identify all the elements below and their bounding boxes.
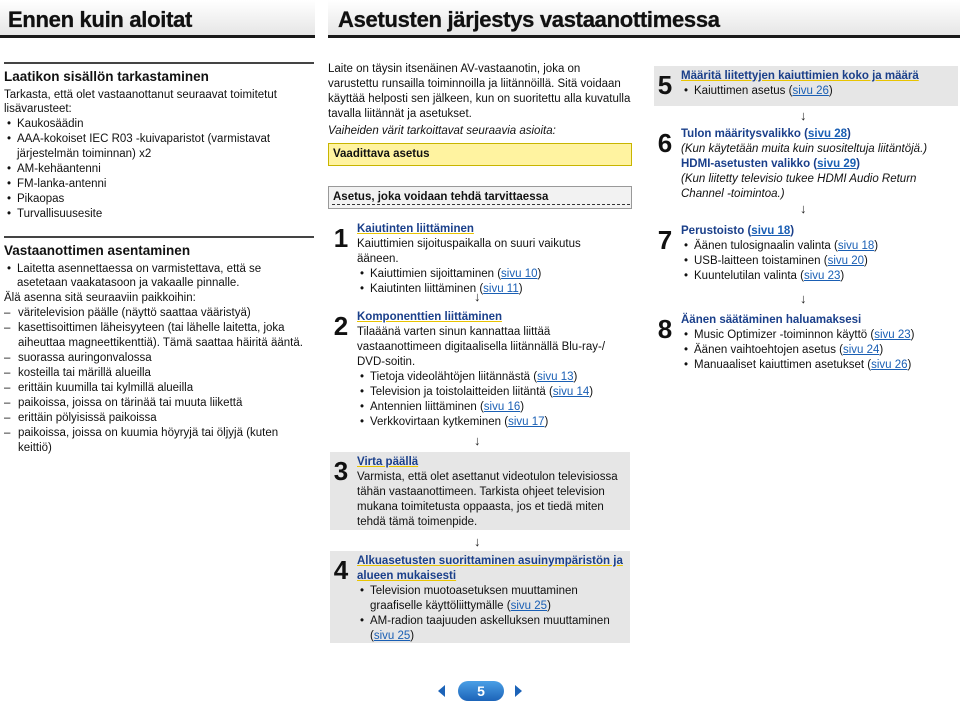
contents-list [4, 117, 314, 222]
step-number: 4 [333, 555, 349, 585]
list-item: • Kaukosäädin [4, 117, 314, 132]
step-title: Kaiutinten liittäminen [357, 223, 474, 235]
step-number: 8 [657, 314, 673, 344]
install-title: Vastaanottimen asentaminen [4, 236, 314, 260]
page-link[interactable]: sivu 24 [842, 343, 880, 356]
step-3 [330, 452, 630, 530]
step-7 [654, 221, 958, 287]
page-link[interactable]: sivu 18 [837, 239, 875, 252]
list-item: – erittäin pölyisissä paikoissa [4, 411, 314, 426]
step-text: Tilaäänä varten sinun kannattaa liittää vastaanottimeen digitaalisella liitännällä Blu-ray-/ DVD-soitin. [357, 325, 606, 368]
arrow-down-icon: ↓ [474, 534, 481, 549]
page-link[interactable]: sivu 16 [483, 400, 521, 413]
next-page-icon[interactable] [514, 684, 524, 698]
step-title: Alkuasetusten suorittaminen asuinympäristön ja alueen mukaisesti [357, 555, 623, 582]
list-item: • Kaiuttimen asetus (sivu 26) [681, 84, 953, 99]
arrow-down-icon: ↓ [474, 433, 481, 448]
header-left [0, 0, 315, 38]
avoid-list [4, 306, 314, 455]
list-item: – kosteilla tai märillä alueilla [4, 366, 314, 381]
list-item: • AAA-kokoiset IEC R03 -kuivaparistot (varmistavat järjestelmän toiminnan) x2 [4, 132, 314, 162]
step-number: 3 [333, 456, 349, 486]
list-item: • Television muotoasetuksen muuttaminen graafiselle käyttöliittymälle (sivu 25) [357, 584, 625, 614]
left-column [4, 62, 314, 456]
contents-intro: Tarkasta, että olet vastaanottanut seuraavat toimitetut lisävarusteet: [4, 88, 277, 116]
list-item: • Antennien liittäminen (sivu 16) [357, 400, 625, 415]
list-item: – paikoissa, joissa on kuumia höyryjä tai öljyjä (kuten keittiö) [4, 426, 314, 456]
step-2 [330, 307, 630, 433]
list-item: – kasettisoittimen läheisyyteen (tai lähelle laitetta, joka aiheuttaa magneettikenttiä). Tämä saattaa häiritä ääntä. [4, 321, 314, 351]
step-title: Tulon määritysvalikko (sivu 28) [681, 128, 851, 140]
intro-text: Laite on täysin itsenäinen AV-vastaanotin, joka on varustettu runsailla toiminnoilla ja liitännöillä. Sitä voidaan käyttää helposti sen jälkeen, kun on suoritettu alla kuvatulla tavalla liitännät ja asetukset. [328, 63, 631, 120]
list-item: • Tietoja videolähtöjen liitännästä (sivu 13) [357, 370, 625, 385]
contents-title: Laatikon sisällön tarkastaminen [4, 62, 314, 86]
step-title: Virta päällä [357, 456, 419, 468]
page-link[interactable]: sivu 10 [501, 267, 538, 280]
list-item: • Kuuntelutilan valinta (sivu 23) [681, 269, 953, 284]
prev-page-icon[interactable] [436, 684, 446, 698]
step-4 [330, 551, 630, 643]
step-1 [330, 219, 630, 300]
page-link[interactable]: sivu 25 [373, 629, 411, 642]
list-item: • Verkkovirtaan kytkeminen (sivu 17) [357, 415, 625, 430]
section-title-setup-order: Asetusten järjestys vastaanottimessa [338, 7, 720, 32]
middle-column [328, 62, 632, 209]
step-note: (Kun käytetään muita kuin suositeltuja liitäntöjä.) [681, 142, 928, 155]
step-text: Varmista, että olet asettanut videotulon televisiossa tähän vastaanottimeen. Tarkista ohjeet television mukana toimitetusta oppaasta, jos et tiedä miten tehdä tämä toimenpide. [357, 470, 618, 528]
step-title: HDMI-asetusten valikko (sivu 29) [681, 157, 860, 170]
legend-optional: Asetus, joka voidaan tehdä tarvittaessa [328, 186, 632, 209]
install-list [4, 262, 314, 292]
avoid-intro: Älä asenna sitä seuraaviin paikkoihin: [4, 292, 196, 305]
step-note: (Kun liitetty televisio tukee HDMI Audio Return Channel -toimintoa.) [681, 172, 917, 200]
list-item: • USB-laitteen toistaminen (sivu 20) [681, 254, 953, 269]
list-item: • FM-lanka-antenni [4, 177, 314, 192]
page-link[interactable]: sivu 11 [483, 282, 519, 295]
page-link[interactable]: sivu 17 [508, 415, 545, 428]
step-number: 1 [333, 223, 349, 253]
step-number: 5 [657, 70, 673, 100]
list-item: – erittäin kuumilla tai kylmillä alueilla [4, 381, 314, 396]
arrow-down-icon: ↓ [800, 108, 807, 123]
step-title: Määritä liitettyjen kaiuttimien koko ja määrä [681, 70, 919, 82]
page-link[interactable]: sivu 20 [827, 254, 865, 267]
page-link[interactable]: sivu 28 [807, 128, 847, 140]
list-item: • Music Optimizer -toiminnon käyttö (sivu 23) [681, 328, 953, 343]
arrow-down-icon: ↓ [800, 291, 807, 306]
page-number: 5 [458, 681, 504, 701]
page-link[interactable]: sivu 26 [792, 84, 829, 97]
page-link[interactable]: sivu 29 [817, 157, 857, 170]
list-item: • Manuaaliset kaiuttimen asetukset (sivu 26) [681, 358, 953, 373]
colors-note: Vaiheiden värit tarkoittavat seuraavia asioita: [328, 124, 556, 137]
list-item: • Television ja toistolaitteiden liitäntä (sivu 14) [357, 385, 625, 400]
header-right [328, 0, 960, 38]
list-item: – suorassa auringonvalossa [4, 351, 314, 366]
section-title-before-start: Ennen kuin aloitat [8, 7, 193, 32]
legend-required: Vaadittava asetus [328, 143, 632, 166]
page-link[interactable]: sivu 18 [751, 225, 791, 237]
page-link[interactable]: sivu 13 [537, 370, 574, 383]
divider [332, 204, 630, 205]
list-item: • Laitetta asennettaessa on varmistettava, että se asetetaan vaakatasoon ja vakaalle pinnalle. [4, 262, 314, 292]
step-title: Perustoisto (sivu 18) [681, 225, 795, 237]
list-item: • AM-kehäantenni [4, 162, 314, 177]
arrow-down-icon: ↓ [800, 201, 807, 216]
page-link[interactable]: sivu 23 [803, 269, 841, 282]
page-link[interactable]: sivu 26 [871, 358, 908, 371]
list-item: – väritelevision päälle (näyttö saattaa vääristyä) [4, 306, 314, 321]
list-item: • Turvallisuusesite [4, 207, 314, 222]
page-link[interactable]: sivu 25 [510, 599, 548, 612]
step-number: 7 [657, 225, 673, 255]
step-title: Äänen säätäminen haluamaksesi [681, 314, 862, 326]
step-title: Komponenttien liittäminen [357, 311, 503, 323]
list-item: – paikoissa, joissa on tärinää tai muuta liikettä [4, 396, 314, 411]
page-link[interactable]: sivu 23 [874, 328, 911, 341]
step-8 [654, 310, 958, 376]
step-number: 2 [333, 311, 349, 341]
list-item: • Äänen vaihtoehtojen asetus (sivu 24) [681, 343, 953, 358]
list-item: • Kaiuttimien sijoittaminen (sivu 10) [357, 267, 625, 282]
step-6 [654, 124, 958, 205]
page-link[interactable]: sivu 14 [552, 385, 590, 398]
step-number: 6 [657, 128, 673, 158]
step-5 [654, 66, 958, 106]
arrow-down-icon: ↓ [474, 289, 481, 304]
list-item: • AM-radion taajuuden askelluksen muuttaminen (sivu 25) [357, 614, 625, 644]
list-item: • Kaiutinten liittäminen (sivu 11) [357, 282, 625, 297]
list-item: • Äänen tulosignaalin valinta (sivu 18) [681, 239, 953, 254]
list-item: • Pikaopas [4, 192, 314, 207]
step-text: Kaiuttimien sijoituspaikalla on suuri vaikutus ääneen. [357, 237, 581, 265]
